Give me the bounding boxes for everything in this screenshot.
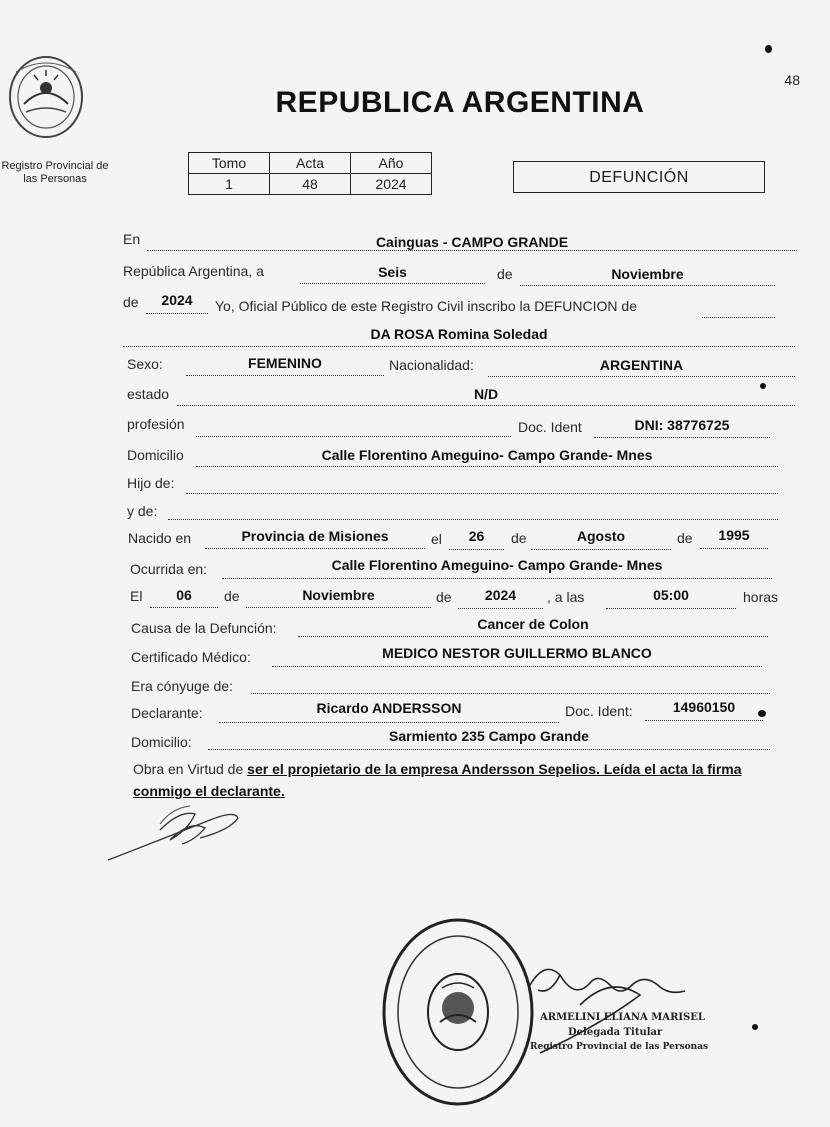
value-anio: 2024 <box>161 292 193 308</box>
label-declarante: Declarante: <box>131 705 203 721</box>
acta-header-anio: Año <box>351 153 432 174</box>
value-obra-text: ser el propietario de la empresa Andersson Sepelios. Leída el acta la firma conmigo el declarante. <box>133 761 742 799</box>
label-yo-oficial: Yo, Oficial Público de este Registro Civil inscribo la DEFUNCION de <box>215 298 637 314</box>
value-mes: Noviembre <box>611 266 684 282</box>
dotline <box>488 376 795 377</box>
dotline <box>458 608 543 609</box>
label-de: de <box>677 530 693 546</box>
label-de: de <box>123 294 139 310</box>
acta-value-acta: 48 <box>270 174 351 195</box>
label-obra-prefix: Obra en Virtud de <box>133 761 244 777</box>
document-type-box: DEFUNCIÓN <box>513 161 765 193</box>
value-hora: 05:00 <box>653 587 689 603</box>
value-estado: N/D <box>473 386 499 402</box>
dotline <box>298 636 768 637</box>
label-estado: estado <box>127 386 170 402</box>
value-lugar: Cainguas - CAMPO GRANDE <box>375 234 569 250</box>
official-signature <box>520 955 700 1055</box>
label-de: de <box>497 266 513 282</box>
label-domicilio: Domicilio <box>127 447 184 463</box>
dotline <box>196 466 778 467</box>
label-sexo: Sexo: <box>127 356 163 372</box>
label-de: de <box>436 589 452 605</box>
label-republica: República Argentina, a <box>123 263 264 279</box>
value-nac-mes: Agosto <box>576 528 626 544</box>
acta-value-anio: 2024 <box>351 174 432 195</box>
value-declarante: Ricardo ANDERSSON <box>316 700 462 716</box>
label-nacido-en: Nacido en <box>128 530 192 546</box>
label-conyuge: Era cónyuge de: <box>131 678 233 694</box>
dotline <box>251 693 770 694</box>
dotline <box>208 749 770 750</box>
dotline <box>645 720 763 721</box>
ink-speck <box>760 383 766 389</box>
dotline <box>520 285 775 286</box>
label-el-cap: El <box>130 588 143 604</box>
official-role: Delegada Titular <box>568 1027 663 1038</box>
dotline <box>146 313 208 314</box>
page-number: 48 <box>784 72 800 88</box>
label-horas: horas <box>743 589 779 605</box>
label-de: de <box>511 530 527 546</box>
label-ocurrida-en: Ocurrida en: <box>130 561 208 577</box>
label-a-las: , a las <box>547 589 585 605</box>
declarant-signature <box>100 800 250 870</box>
value-def-anio: 2024 <box>484 587 517 603</box>
dotline <box>186 493 778 494</box>
acta-value-tomo: 1 <box>189 174 270 195</box>
value-declarante-domicilio: Sarmiento 235 Campo Grande <box>389 728 589 744</box>
dotline <box>594 437 770 438</box>
value-nac-dia: 26 <box>468 528 485 544</box>
label-de: de <box>224 588 240 604</box>
dotline <box>123 346 795 347</box>
value-nac-anio: 1995 <box>718 527 750 543</box>
dotline <box>147 250 797 251</box>
value-nombre: DA ROSA Romina Soledad <box>370 326 548 342</box>
acta-header-tomo: Tomo <box>189 153 270 174</box>
label-hijo-de: Hijo de: <box>127 475 175 491</box>
dotline <box>272 666 762 667</box>
label-profesion: profesión <box>127 416 185 432</box>
value-domicilio: Calle Florentino Ameguino- Campo Grande- Mnes <box>321 447 653 463</box>
label-en: En <box>123 231 141 247</box>
dotline <box>150 607 218 608</box>
dotline <box>531 549 671 550</box>
dotline <box>168 519 778 520</box>
registry-label: Registro Provincial de las Personas <box>1 160 109 185</box>
label-doc-ident-declarante: Doc. Ident: <box>565 703 633 719</box>
dotline <box>300 283 485 284</box>
value-nacionalidad: ARGENTINA <box>599 357 684 373</box>
dotline <box>205 548 425 549</box>
dotline <box>702 317 775 318</box>
dotline <box>219 722 559 723</box>
value-ocurrida-en: Calle Florentino Ameguino- Campo Grande- Mnes <box>331 557 663 573</box>
dotline <box>177 405 795 406</box>
dotline <box>700 548 768 549</box>
dotline <box>449 549 504 550</box>
value-sexo: FEMENINO <box>248 355 322 371</box>
value-causa: Cancer de Colon <box>477 616 589 632</box>
official-name: ARMELINI ELIANA MARISEL <box>540 1012 705 1023</box>
official-office: Registro Provincial de las Personas <box>530 1042 709 1052</box>
obra-en-virtud-paragraph <box>133 758 793 802</box>
value-certificado: MEDICO NESTOR GUILLERMO BLANCO <box>382 645 652 661</box>
value-dia-letras: Seis <box>378 264 407 280</box>
label-domicilio-declarante: Domicilio: <box>131 734 192 750</box>
value-dni: DNI: 38776725 <box>634 417 730 433</box>
value-def-mes: Noviembre <box>302 587 375 603</box>
label-doc-ident: Doc. Ident <box>518 419 582 435</box>
value-declarante-doc: 14960150 <box>672 699 736 715</box>
label-causa: Causa de la Defunción: <box>131 620 277 636</box>
dotline <box>196 436 511 437</box>
ink-speck <box>765 45 772 53</box>
dotline <box>222 578 772 579</box>
value-nacido-en: Provincia de Misiones <box>241 528 389 544</box>
dotline <box>246 607 431 608</box>
dotline <box>606 608 736 609</box>
label-y-de: y de: <box>127 503 158 519</box>
province-seal-logo <box>4 52 88 142</box>
label-nacionalidad: Nacionalidad: <box>389 357 474 373</box>
ink-speck <box>752 1024 758 1030</box>
dotline <box>186 375 384 376</box>
label-el: el <box>431 531 442 547</box>
value-def-dia: 06 <box>176 587 192 603</box>
label-certificado: Certificado Médico: <box>131 649 251 665</box>
page-title: REPUBLICA ARGENTINA <box>275 86 645 119</box>
ink-speck <box>758 710 766 717</box>
acta-header-acta: Acta <box>270 153 351 174</box>
official-stamp <box>378 912 538 1112</box>
acta-table <box>188 152 432 195</box>
